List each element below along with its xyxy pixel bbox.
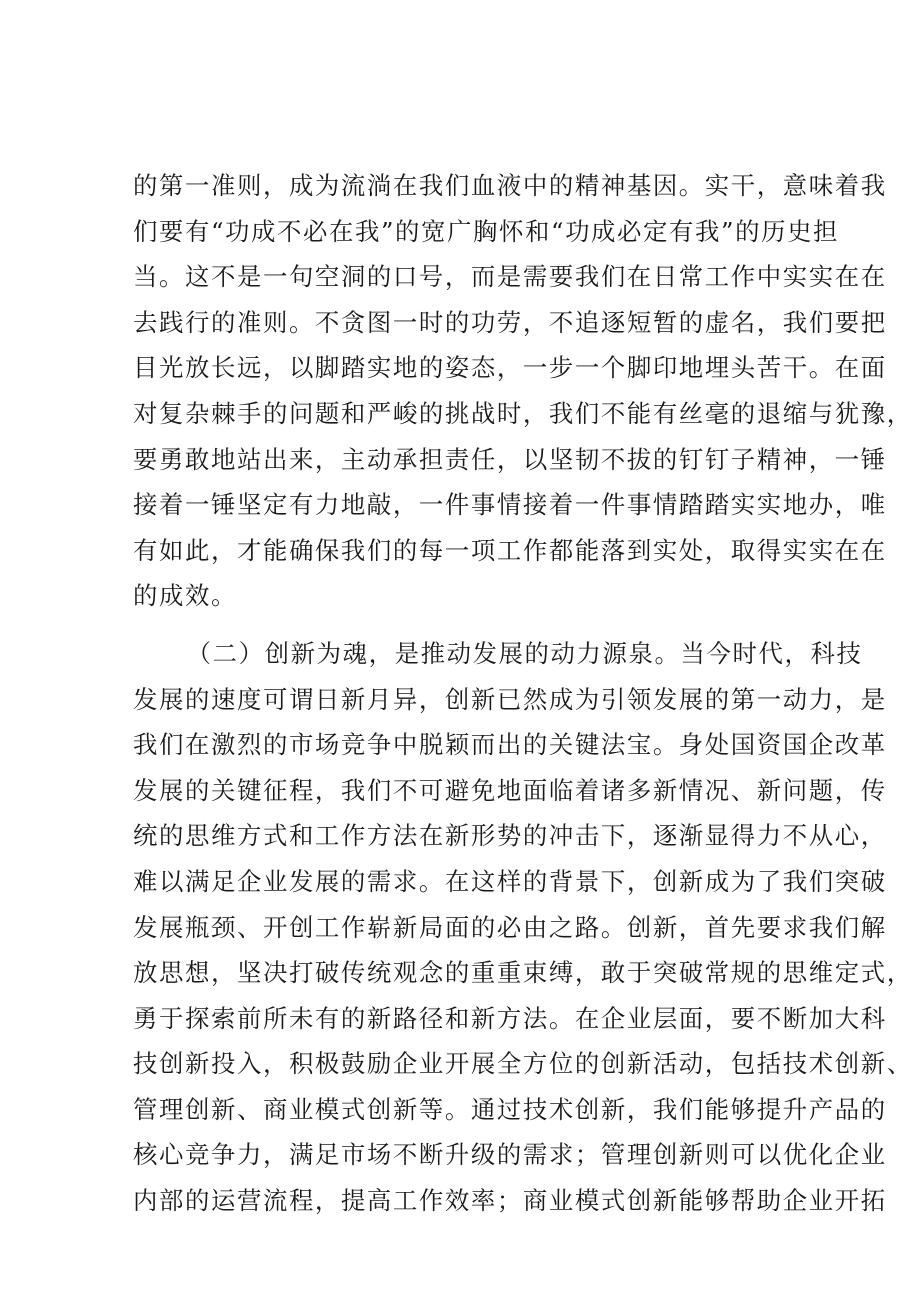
text-line: 目光放长远，以脚踏实地的姿态，一步一个脚印地埋头苦干。在面 — [133, 353, 887, 383]
text-line: 对复杂棘手的问题和严峻的挑战时，我们不能有丝毫的退缩与犹豫， — [133, 398, 913, 428]
text-line: 难以满足企业发展的需求。在这样的背景下，创新成为了我们突破 — [133, 866, 887, 896]
text-line: 的成效。 — [133, 581, 237, 611]
text-line: （二）创新为魂，是推动发展的动力源泉。当今时代，科技 — [186, 638, 863, 668]
text-line: 勇于探索前所未有的新路径和新方法。在企业层面，要不断加大科 — [133, 1003, 887, 1033]
text-line: 放思想，坚决打破传统观念的重重束缚，敢于突破常规的思维定式， — [133, 958, 913, 988]
text-line: 发展的关键征程，我们不可避免地面临着诸多新情况、新问题，传 — [133, 775, 887, 805]
text-line: 内部的运营流程，提高工作效率；商业模式创新能够帮助企业开拓 — [133, 1186, 887, 1216]
text-line: 当。这不是一句空洞的口号，而是需要我们在日常工作中实实在在 — [133, 262, 887, 292]
paragraph-1 — [133, 163, 913, 619]
text-line: 发展瓶颈、开创工作崭新局面的必由之路。创新，首先要求我们解 — [133, 912, 887, 942]
text-line: 接着一锤坚定有力地敲，一件事情接着一件事情踏踏实实地办，唯 — [133, 490, 887, 520]
text-line: 的第一准则，成为流淌在我们血液中的精神基因。实干，意味着我 — [133, 171, 887, 200]
text-line: 管理创新、商业模式创新等。通过技术创新，我们能够提升产品的 — [133, 1094, 887, 1124]
text-line: 去践行的准则。不贪图一时的功劳，不追逐短暂的虚名，我们要把 — [133, 307, 887, 337]
text-line: 核心竞争力，满足市场不断升级的需求；管理创新则可以优化企业 — [133, 1140, 887, 1170]
document-body — [133, 163, 913, 1224]
text-line: 要勇敢地站出来，主动承担责任，以坚韧不拔的钉钉子精神，一锤 — [133, 444, 887, 474]
text-line: 发展的速度可谓日新月异，创新已然成为引领发展的第一动力，是 — [133, 684, 887, 714]
paragraph-2 — [133, 631, 913, 1224]
text-line: 们要有“功成不必在我”的宽广胸怀和“功成必定有我”的历史担 — [133, 216, 840, 246]
text-line: 统的思维方式和工作方法在新形势的冲击下，逐渐显得力不从心， — [133, 821, 887, 851]
text-line: 技创新投入，积极鼓励企业开展全方位的创新活动，包括技术创新、 — [133, 1049, 913, 1079]
text-line: 有如此，才能确保我们的每一项工作都能落到实处，取得实实在在 — [133, 535, 887, 565]
text-line: 我们在激烈的市场竞争中脱颖而出的关键法宝。身处国资国企改革 — [133, 730, 887, 760]
